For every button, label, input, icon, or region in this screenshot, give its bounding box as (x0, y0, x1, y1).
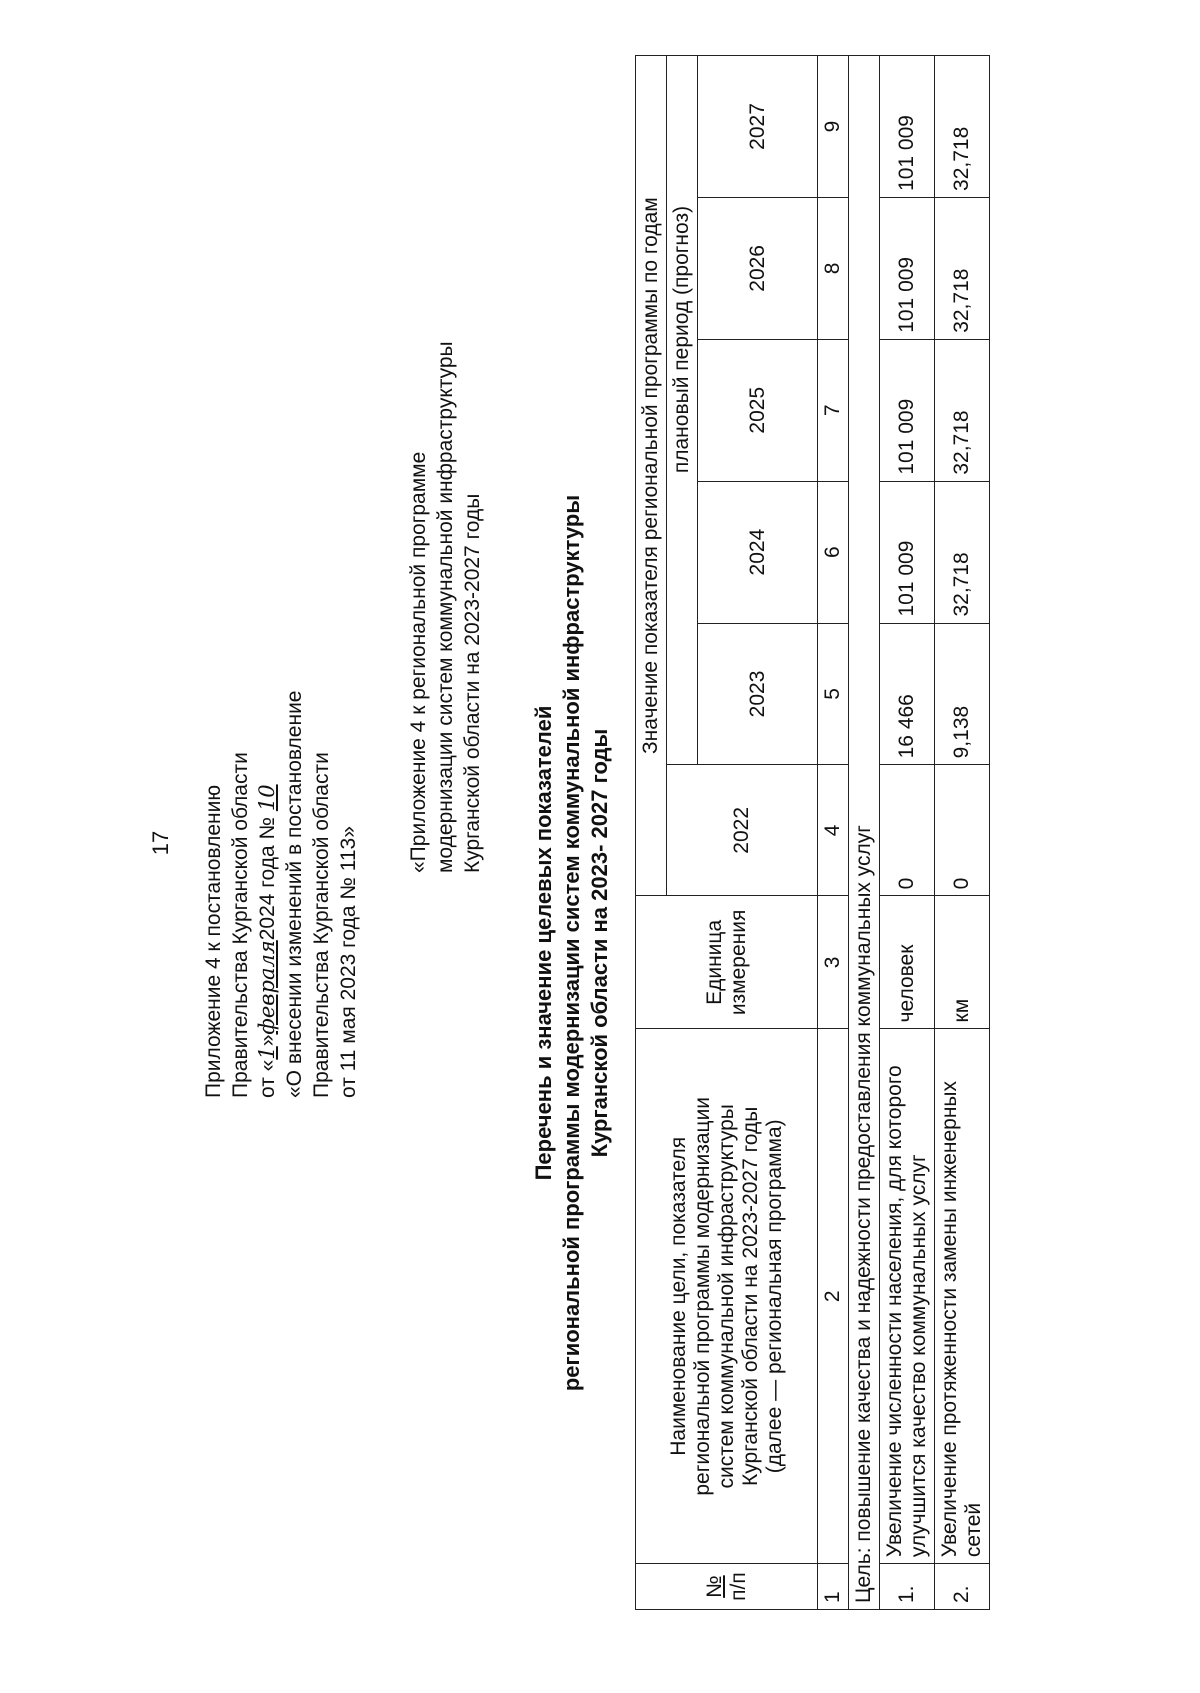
column-number: 4 (818, 765, 849, 896)
header-indicator-name (636, 1029, 818, 1564)
row-value-2024: 32,718 (935, 481, 990, 623)
column-number: 8 (818, 197, 849, 339)
column-number: 5 (818, 623, 849, 765)
document-title (530, 393, 614, 1493)
handwritten-day: 1 (255, 1046, 279, 1060)
appendix-line: Приложение 4 к постановлению (202, 784, 225, 1098)
header-name-line: региональной программы модернизации (690, 1096, 714, 1496)
row-value-2023: 16 466 (880, 623, 935, 765)
header-year-2025: 2025 (698, 339, 818, 481)
handwritten-month: февраля (255, 940, 279, 1035)
column-number: 9 (818, 56, 849, 198)
row-value-2025: 101 009 (880, 339, 935, 481)
appendix-date-year: 2024 года № (256, 816, 279, 941)
appendix-date-mid: » (256, 1034, 279, 1047)
appendix-header (200, 498, 362, 1098)
header-unit-line: Единица (702, 919, 726, 1005)
header-name-line: систем коммунальной инфраструктуры (714, 1104, 738, 1489)
page-number: 17 (148, 830, 173, 856)
goal-text: Цель: повышение качества и надежности предоставления коммунальных услуг (849, 56, 880, 1610)
goal-row (849, 56, 880, 1610)
row-indicator-name: Увеличение численности населения, для которого улучшится качество коммунальных услуг (880, 1029, 935, 1564)
header-unit-line: измерения (726, 909, 750, 1016)
row-value-2027: 101 009 (880, 56, 935, 198)
header-row (636, 56, 667, 1610)
row-indicator-name: Увеличение протяженности замены инженерных сетей (935, 1029, 990, 1564)
row-value-2024: 101 009 (880, 481, 935, 623)
header-num-line: п/п (726, 1572, 750, 1601)
header-num-line: № (702, 1575, 726, 1598)
title-line: Курганской области на 2023- 2027 годы (587, 728, 612, 1158)
header-year-2027: 2027 (698, 56, 818, 198)
title-line: региональной программы модернизации систем коммунальной инфраструктуры (559, 494, 584, 1392)
header-name-line: (далее — региональная программа) (762, 1119, 786, 1474)
appendix-date-line (254, 498, 281, 1098)
row-number: 1. (880, 1564, 935, 1610)
row-value-2027: 32,718 (935, 56, 990, 198)
table-row (935, 56, 990, 1610)
appendix-line: Правительства Курганской области (229, 752, 252, 1098)
indicators-table (635, 55, 990, 1610)
quote-line: модернизации систем коммунальной инфраструктуры (434, 341, 457, 873)
header-name-line: Наименование цели, показателя (666, 1136, 690, 1456)
column-number-row (818, 56, 849, 1610)
column-number: 7 (818, 339, 849, 481)
row-value-2022: 0 (935, 765, 990, 896)
header-year-2026: 2026 (698, 197, 818, 339)
row-value-2023: 9,138 (935, 623, 990, 765)
row-value-2025: 32,718 (935, 339, 990, 481)
header-year-2024: 2024 (698, 481, 818, 623)
column-number: 2 (818, 1029, 849, 1564)
row-unit: человек (880, 896, 935, 1029)
header-plan-period: плановый период (прогноз) (667, 56, 698, 624)
header-unit (636, 896, 818, 1029)
row-value-2026: 101 009 (880, 197, 935, 339)
appendix-date-prefix: от « (256, 1059, 279, 1098)
quote-line: «Приложение 4 к региональной программе (407, 451, 430, 873)
appendix-line: Правительства Курганской области (310, 752, 333, 1098)
row-number: 2. (935, 1564, 990, 1610)
table-row (880, 56, 935, 1610)
header-name-line: Курганской области на 2023-2027 годы (738, 1106, 762, 1486)
header-blank (667, 623, 698, 765)
header-year-2022: 2022 (667, 765, 818, 896)
row-value-2022: 0 (880, 765, 935, 896)
column-number: 1 (818, 1564, 849, 1610)
row-unit: км (935, 896, 990, 1029)
column-number: 6 (818, 481, 849, 623)
quoted-appendix-reference (405, 173, 486, 873)
appendix-line: «О внесении изменений в постановление (283, 690, 306, 1098)
appendix-line: от 11 мая 2023 года № 113» (337, 826, 360, 1098)
column-number: 3 (818, 896, 849, 1029)
title-line: Перечень и значение целевых показателей (531, 705, 556, 1181)
handwritten-number: 10 (255, 784, 279, 812)
row-value-2026: 32,718 (935, 197, 990, 339)
header-values-group: Значение показателя региональной программы по годам (636, 56, 667, 896)
quote-line: Курганской области на 2023-2027 годы (461, 493, 484, 873)
header-num (636, 1564, 818, 1610)
header-year-2023: 2023 (698, 623, 818, 765)
